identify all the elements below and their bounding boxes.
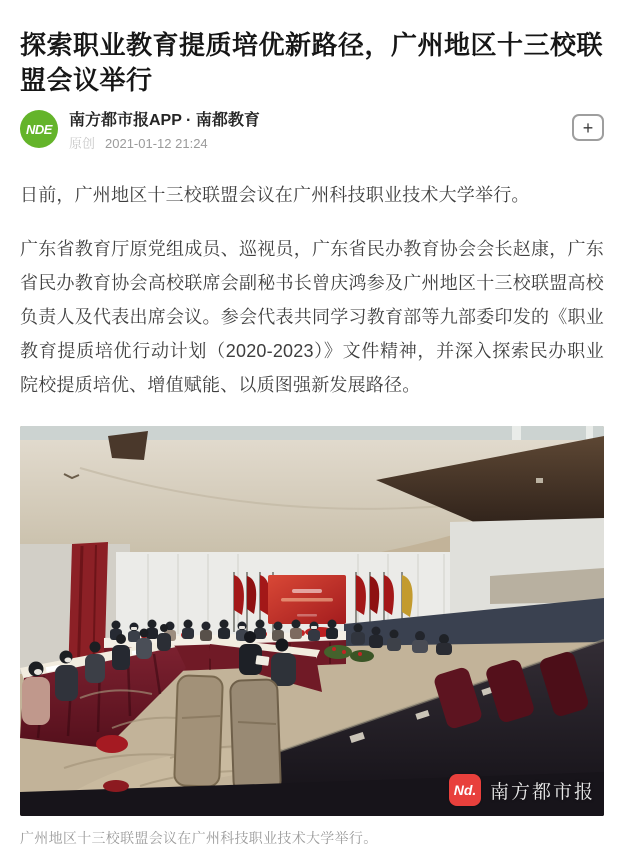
publisher-logo[interactable] (20, 110, 58, 148)
author-row (20, 110, 604, 152)
author-name[interactable]: 南方都市报APP · 南都教育 (69, 112, 260, 129)
author-subline (69, 136, 604, 152)
nandu-logo-icon: Nd. (449, 774, 481, 806)
publisher-logo-text: NDE (26, 121, 52, 137)
article-title: 探索职业教育提质培优新路径，广州地区十三校联盟会议举行 (20, 30, 604, 95)
article-paragraph-1: 日前，广州地区十三校联盟会议在广州科技职业技术大学举行。 (20, 185, 530, 205)
author-meta (69, 110, 604, 152)
origin-badge: 原创 (69, 136, 96, 151)
publish-time: 2021-01-12 21:24 (105, 136, 208, 151)
meeting-photo[interactable] (20, 426, 604, 816)
meeting-screen (268, 575, 346, 624)
meeting-photo-illustration (20, 426, 604, 816)
watermark (449, 774, 595, 806)
article-paragraph-2: 广东省教育厅原党组成员、巡视员，广东省民办教育协会会长赵康，广东省民办教育协会高校联席会副秘书长曾庆鸿参及广州地区十三校联盟高校负责人及代表出席会议。参会代表共同学习教育部等九部委印发的《职业教育提质培优行动计划（2020-2023）》文件精神，并深入探索民办职业院校提质培优、增值赋能、以质图强新发展路径。 (20, 239, 604, 395)
photo-caption: 广州地区十三校联盟会议在广州科技职业技术大学举行。 (20, 830, 378, 846)
follow-button[interactable]: + (572, 114, 604, 141)
watermark-text: 南方都市报 (489, 781, 595, 803)
article-photo-figure (20, 426, 604, 848)
